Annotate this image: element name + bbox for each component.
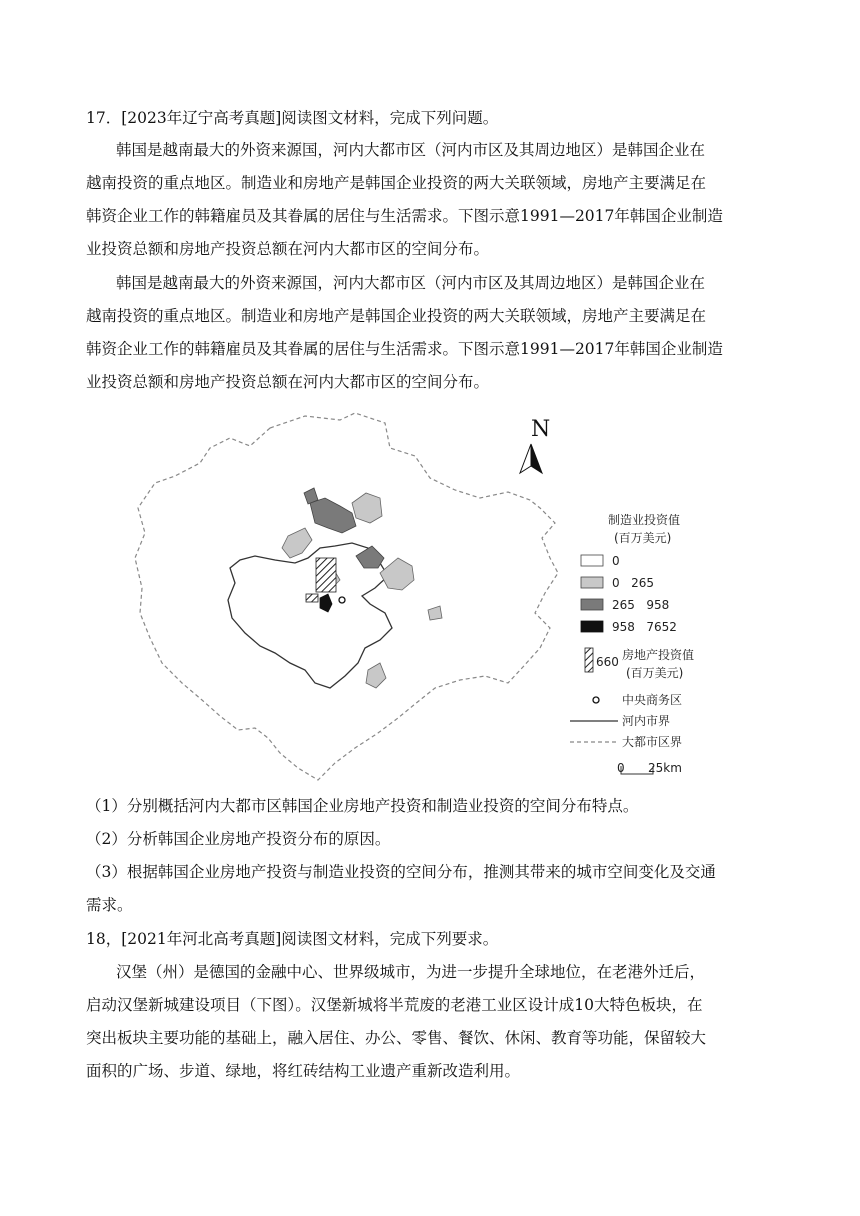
legend-item-2: 265 958 — [612, 598, 670, 612]
legend-title-1: 制造业投资值 — [608, 513, 681, 527]
hanoi-investment-map — [130, 408, 730, 788]
zone-265-958 — [310, 498, 356, 533]
legend-item-1: 0 265 — [612, 576, 654, 590]
scale-bar — [617, 761, 682, 775]
q17-para1-line3: 韩资企业工作的韩籍雇员及其眷属的居住与生活需求。下图示意1991—2017年韩国企业制造 — [86, 207, 723, 225]
legend-title-2: (百万美元) — [614, 531, 672, 545]
q17-para2-line2: 越南投资的重点地区。制造业和房地产是韩国企业投资的两大关联领域，房地产主要满足在 — [86, 307, 707, 325]
legend-realestate-label-1: 房地产投资值 — [622, 648, 695, 662]
zone-958-7652 — [320, 594, 332, 612]
scale-length: 25km — [648, 761, 682, 775]
zone-0-265 — [352, 493, 382, 523]
q17-para1-line2: 越南投资的重点地区。制造业和房地产是韩国企业投资的两大关联领域，房地产主要满足在 — [86, 174, 707, 192]
q17-para1-line4: 业投资总额和房地产投资总额在河内大都市区的空间分布。 — [86, 240, 490, 258]
q18-para-line4: 面积的广场、步道、绿地，将红砖结构工业遗产重新改造利用。 — [86, 1062, 521, 1080]
zone-0-265 — [428, 606, 442, 620]
q17-para2-line3: 韩资企业工作的韩籍雇员及其眷属的居住与生活需求。下图示意1991—2017年韩国企业制造 — [86, 340, 723, 358]
legend-realestate-value: 660 — [596, 655, 619, 669]
legend-cbd: 中央商务区 — [622, 693, 683, 707]
cbd-marker — [339, 597, 345, 603]
q17-para2-line4: 业投资总额和房地产投资总额在河内大都市区的空间分布。 — [86, 373, 490, 391]
q17-header: 17．[2023年辽宁高考真题]阅读图文材料，完成下列问题。 — [86, 109, 499, 127]
map-legend — [570, 512, 694, 775]
q17-question-2: （2）分析韩国企业房地产投资分布的原因。 — [86, 830, 391, 848]
legend-metro-boundary: 大都市区界 — [622, 735, 683, 749]
q17-question-1: （1）分别概括河内大都市区韩国企业房地产投资和制造业投资的空间分布特点。 — [86, 797, 639, 815]
q18-para-line3: 突出板块主要功能的基础上，融入居住、办公、零售、餐饮、休闲、教育等功能，保留较大 — [86, 1029, 707, 1047]
realestate-bar — [306, 594, 318, 602]
scale-zero: 0 — [617, 761, 625, 775]
q17-question-3-cont: 需求。 — [86, 896, 133, 914]
legend-item-3: 958 7652 — [612, 620, 677, 634]
q18-para-line1: 汉堡（州）是德国的金融中心、世界级城市，为进一步提升全球地位，在老港外迁后， — [116, 963, 706, 981]
legend-hanoi-boundary: 河内市界 — [622, 714, 671, 728]
north-label: N — [531, 417, 551, 442]
q17-para1-line1: 韩国是越南最大的外资来源国，河内大都市区（河内市区及其周边地区）是韩国企业在 — [116, 141, 706, 159]
legend-item-0: 0 — [612, 554, 620, 568]
metro-boundary — [135, 413, 558, 780]
zone-0-265 — [380, 558, 414, 590]
q18-header: 18，[2021年河北高考真题]阅读图文材料，完成下列要求。 — [86, 930, 499, 948]
realestate-bar — [316, 558, 336, 592]
legend-realestate-label-2: (百万美元) — [626, 666, 684, 680]
q18-para-line2: 启动汉堡新城建设项目（下图）。汉堡新城将半荒废的老港工业区设计成10大特色板块，在 — [86, 996, 703, 1014]
zone-0-265 — [366, 663, 386, 688]
q17-question-3: （3）根据韩国企业房地产投资与制造业投资的空间分布，推测其带来的城市空间变化及交通 — [86, 863, 716, 881]
q17-para2-line1: 韩国是越南最大的外资来源国，河内大都市区（河内市区及其周边地区）是韩国企业在 — [116, 274, 706, 292]
north-arrow — [520, 417, 550, 473]
zone-265-958 — [356, 546, 384, 568]
zone-0-265 — [282, 528, 312, 558]
